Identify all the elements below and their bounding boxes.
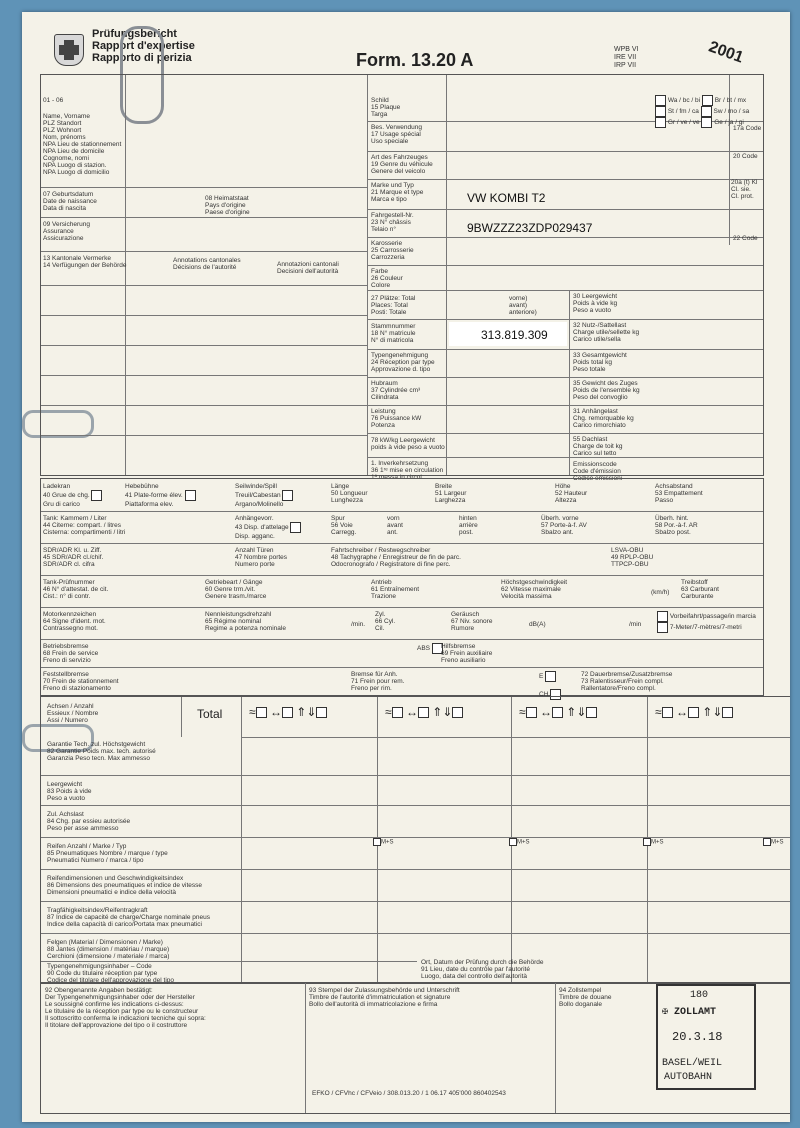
middle-section: Ladekran 40 Grue de chg. Gru di carico Hebebühne 41 Plate-forme élev. Piattaforma elev. Seilwinde/Spill Treuil/Cabestan Argano/Molinello Länge 50 Longueur Lunghezza Breite 51 Largeur Larghezza Höhe 52 Hauteur Altezza Achsabstand 53 Empattement Passo Tank: Kammern / Liter 44 Citerne: compart. / litres Cisterna: compartimenti / litri Anhängevorr. 43 Disp. d'attelage Disp. agganc. Spur 56 Voie Carregg. vorn avant ant. hinten arrière post. Überh. vorne 57 Porte-à-f. AV Sbalzo ant. Überh. hint. 58 Por.-à-f. AR Sbalzo post. SDR/ADR Kl. u. Ziff. 45 SDR/ADR cl./chif. SDR/ADR cl. cifra Anzahl Türen 47 Nombre portes Numero porte Fahrtschreiber / Restwegschreiber 48 Tachygraphe / Enregistreur de fin de parc. Odocronografo / Registratore di fine perc. LSVA-OBU 49 RPLP-OBU TTPCP-OBU Tank-Prüfnummer 46 N° d'attestat. de cit. Cist.: n° di contr. Getriebeart / Gänge 60 Genre trm./vit. Genere trasm./marce Antrieb 61 Entraînement Trazione Höchstgeschwindigkeit 62 Vitesse maximale Velocità massima (km/h) Treibstoff 63 Carburant Carburante Motorkennzeichen 64 Signe d'ident. mot. Contrassegno mot. Nennleistungsdrehzahl 65 Régime nominal Regime a potenza nominale /min. Zyl. 66 Cyl. Cil. Geräusch 67 Niv. sonore Rumore dB(A) /min Vorbeifahrt/passage/in marcia 7-Meter/7-mètres/7-metri Betriebsbremse 68 Frein de service Freno di servizio ABS Hilfsbremse 69 Frein auxiliaire Freno ausiliario Feststellbremse 70 Frein de stationnement Freno di stazionamento Bremse für Anh. 71 Frein pour rem. Freno per rim. E CH 72 Dauerbremse/Zusatzbremse 73 Ralentisseur/Frein compl. Rallentatore/Freno compl. [40,478,764,696]
field-24: Typengenehmigung 24 Réception par type Approvazione d. tipo [371,352,435,373]
field-45: SDR/ADR Kl. u. Ziff. 45 SDR/ADR cl./chif. SDR/ADR cl. cifra [43,547,104,568]
matricule-value: 313.819.309 [481,328,548,342]
field-13-14: 13 Kantonale Vermerke 14 Verfügungen der Behörde [43,255,127,269]
field-40: Ladekran 40 Grue de chg. Gru di carico [43,483,102,508]
code-20a: 20a (t) Kl Cl. sie. Cl. prot. [731,179,758,200]
annot-fr: Annotations cantonales Décisions de l'autorité [173,257,241,271]
field-31: 31 Anhängelast Chg. remorquable kg Carico rimorchiato [573,408,634,429]
form-number: Form. 13.20 A [356,50,474,70]
annot-it: Annotazioni cantonali Decisioni dell'autorità [277,261,339,275]
row-87: Tragfähigkeitsindex/Reifentragkraft 87 Indice de capacité de charge/Charge nominale pneus Indice della capacità di carico/Portata max pneumatici [47,907,210,928]
code-22: 22 Code [733,235,758,242]
ms-2: M+S [509,838,530,847]
ms-1: M+S [373,838,394,847]
field-34: Emissionscode Code d'émission Codice emissioni [573,461,623,482]
field-15: Schild 15 Plaque Targa [371,97,401,118]
field-55: 55 Dachlast Charge de toit kg Carico sul tetto [573,436,623,457]
row-86: Reifendimensionen und Geschwindigkeitsindex 86 Dimensions des pneumatiques et indice de vitesse Dimensioni pneumatici e indice della velocità [47,875,203,896]
owner-labels: Name, Vorname PLZ Standort PLZ Wohnort Nom, prénoms NPA Lieu de stationnement NPA Lieu de domicile Cognome, nomi NPA Luogo di stazion. NPA Luogo di domicilio [43,113,122,176]
field-46: Tank-Prüfnummer 46 N° d'attestat. de cit. Cist.: n° di contr. [43,579,109,600]
swiss-shield-icon [54,34,84,66]
field-60: Getriebeart / Gänge 60 Genre trm./vit. Genere trasm./marce [205,579,267,600]
field-44: Tank: Kammern / Liter 44 Citerne: compart. / litres Cisterna: compartimenti / litri [43,515,126,536]
field-17: Bes. Verwendung 17 Usage spécial Uso speciale [371,124,422,145]
row-88: Felgen (Material / Dimensionen / Marke) 88 Jantes (dimension / matériau / marque) Cerchioni (dimensione / materiale / marca) [47,939,170,960]
field-57: Überh. vorne 57 Porte-à-f. AV Sbalzo ant. [541,515,587,536]
axle-2-symbols: ≈ ↔ ⇑⇓ [385,705,463,719]
customs-stamp: 180 ✠ ZOLLAMT 20.3.18 BASEL/WEIL AUTOBAHN [656,984,756,1090]
title-it: Rapporto di perizia [92,52,192,64]
field-43: Anhängevorr. 43 Disp. d'attelage Disp. agganc. [235,515,301,540]
field-94: 94 Zollstempel Timbre de douane Bollo doganale [559,987,612,1008]
field-76: Leistung 76 Puissance kW Potenza [371,408,422,429]
field-51: Breite 51 Largeur Larghezza [435,483,467,504]
field-47: Anzahl Türen 47 Nombre portes Numero porte [235,547,288,568]
field-25: Karosserie 25 Carrosserie Carrozzeria [371,240,414,261]
field-36: 1. Inverkehrsetzung 36 1ʳᵉ mise en circulation 1ª messa in circol. [371,460,444,481]
field-48: Fahrtschreiber / Restwegschreiber 48 Tachygraphe / Enregistreur de fin de parc. Odocronografo / Registratore di fine perc. [331,547,461,568]
make-type-value: VW KOMBI T2 [467,191,546,205]
code-20: 20 Code [733,153,758,160]
code-17a: 17a Code [733,125,762,132]
color-ticks: Wa / bc / bi Br / bt / mx St / fm / ca Sw / mo / sa Gr / ve / ve Ge / ja / gi [655,95,749,128]
row-90: Typengenehmigungsinhaber – Code 90 Code du titulaire réception par type Codice del titolare dell'approvazione del tipo [47,963,174,984]
field-61: Antrieb 61 Entraînement Trazione [371,579,420,600]
row-85: Reifen Anzahl / Marke / Typ 85 Pneumatiques Nombre / marque / type Pneumatici Numero / marca / tipo [47,843,168,864]
axle-3-symbols: ≈ ↔ ⇑⇓ [519,705,597,719]
field-26: Farbe 26 Couleur Colore [371,268,403,289]
field-19: Art des Fahrzeuges 19 Genre du véhicule Genere del veicolo [371,154,433,175]
form-codes: WPB VI IRE VII IRP VII [614,46,639,69]
noise-options: Vorbeifahrt/passage/in marcia 7-Meter/7-mètres/7-metri [657,611,756,633]
field-09: 09 Versicherung Assurance Assicurazione [43,221,90,242]
field-58: Überh. hint. 58 Por.-à-f. AR Sbalzo post. [655,515,698,536]
axle-1-symbols: ≈ ↔ ⇑⇓ [249,705,327,719]
field-41: Hebebühne 41 Plate-forme élev. Piattaforma elev. [125,483,196,508]
field-92: 92 Obengenannte Angaben bestätigt: Der Typengenehmigungsinhaber oder der Hersteller Le soussigné confirme les indications ci-dessus: Le titulaire de la réception par type ou le constructeur Il sottoscritto conferma le indicazioni tecniche qui sopra: Il titolare dell'approvazione del tipo o il costruttore [45,987,206,1029]
field-08: 08 Heimatstaat Pays d'origine Paese d'origine [205,195,250,216]
ms-3: M+S [643,838,664,847]
field-35: 35 Gewicht des Zuges Poids de l'ensemble kg Peso del convoglio [573,380,640,401]
field-53: Achsabstand 53 Empattement Passo [655,483,703,504]
field-66: Zyl. 66 Cyl. Cil. [375,611,396,632]
field-50: Länge 50 Longueur Lunghezza [331,483,368,504]
field-21: Marke und Typ 21 Marque et type Marca e tipo [371,182,424,203]
title-fr: Rapport d'expertise [92,40,195,52]
axle-4-symbols: ≈ ↔ ⇑⇓ [655,705,733,719]
field-49: LSVA-OBU 49 RPLP-OBU TTPCP-OBU [611,547,654,568]
field-64: Motorkennzeichen 64 Signe d'ident. mot. Contrassegno mot. [43,611,106,632]
field-71: Bremse für Anh. 71 Frein pour rem. Freno per rim. [351,671,405,692]
chassis-value: 9BWZZZ23ZDP029437 [467,221,593,235]
field-07: 07 Geburtsdatum Date de naissance Data di nascita [43,191,97,212]
axle-header: Achsen / Anzahl Essieux / Nombre Assi / Numero [47,703,99,724]
field-63: Treibstoff 63 Carburant Carburante [681,579,719,600]
field-23: Fahrgestell-Nr. 23 N° châssis Telaio n° [371,212,414,233]
field-52: Höhe 52 Hauteur Altezza [555,483,588,504]
top-section: 01 - 06 Name, Vorname PLZ Standort PLZ Wohnort Nom, prénoms NPA Lieu de stationnement NPA Lieu de domicile Cognome, nomi NPA Luogo di stazion. NPA Luogo di domicilio 07 Geburtsdatum Date de naissance Data di nascita 08 Heimatstaat Pays d'origine Paese d'origine 09 Versicherung Assurance Assicurazione 13 Kantonale Vermerke 14 Verfügungen der Behörde Annotations cantonales Décisions de l'autorité Annotazioni cantonali Decisioni dell'autorità Schild 15 Plaque Targa Bes. Verwendung 17 Usage spécial Uso speciale Art des Fahrzeuges 19 Genre du véhicule Genere del veicolo Marke und Typ 21 Marque et type Marca e tipo VW KOMBI T2 Fahrgestell-Nr. 23 N° châssis Telaio n° 9BWZZZ23ZDP029437 Karosserie 25 Carrosserie Carrozzeria Farbe 26 Couleur Colore Wa / bc / bi Br / bt / mx St / fm / ca Sw / mo / sa Gr / ve / ve Ge / ja / gi 17a Code 20 Code 20a (t) Kl Cl. sie. Cl. prot. 22 Code 27 Plätze: Total Places: Total Posti: Totale vorne) avant) anteriore) Stammnummer 18 N° matricule N° di matricola 313.819.309 Typengenehmigung 24 Réception par type Approvazione d. tipo Hubraum 37 Cylindrée cm³ Cilindrata Leistung 76 Puissance kW Potenza 78 kW/kg Leergewicht poids à vide peso a vuoto 1. Inverkehrsetzung 36 1ʳᵉ mise en circulation 1ª messa in circol. 30 Leergewicht Poids à vide kg Peso a vuoto 32 Nutz-/Sattellast Charge utile/sellette kg Carico utile/sella 33 Gesamtgewicht Poids total kg Peso totale 35 Gewicht des Zuges Poids de l'ensemble kg Peso del convoglio 31 Anhängelast Chg. remorquable kg Carico rimorchiato 55 Dachlast Charge de toit kg Carico sul tetto Emissionscode Code d'émission Codice emissioni [40,74,764,476]
field-33: 33 Gesamtgewicht Poids total kg Peso totale [573,352,627,373]
title-de: Prüfungsbericht [92,28,177,40]
field-32: 32 Nutz-/Sattellast Charge utile/sellette kg Carico utile/sella [573,322,640,343]
field-69: Hilfsbremse 69 Frein auxiliaire Freno ausiliario [441,643,493,664]
row-84: Zul. Achslast 84 Chg. par essieu autorisée Peso per asse ammesso [47,811,131,832]
axle-table [40,696,790,984]
field-30: 30 Leergewicht Poids à vide kg Peso a vuoto [573,293,618,314]
ms-4: M+S [763,838,784,847]
field-01-06: 01 - 06 [43,97,64,104]
year-stamp: 2001 [706,38,746,67]
row-82: Garantie Tech. zul. Höchstgewicht 82 Garantie Poids max. tech. autorisé Garanzia Peso tecn. Max ammesso [47,741,156,762]
form-sheet [22,12,790,1122]
field-37: Hubraum 37 Cylindrée cm³ Cilindrata [371,380,421,401]
field-winch: Seilwinde/Spill Treuil/Cabestan Argano/Molinello [235,483,293,508]
field-78: 78 kW/kg Leergewicht poids à vide peso a vuoto [371,437,445,451]
field-62: Höchstgeschwindigkeit 62 Vitesse maximale Velocità massima [501,579,568,600]
field-27: 27 Plätze: Total Places: Total Posti: Totale [371,295,416,316]
row-83: Leergewicht 83 Poids à vide Peso a vuoto [47,781,92,802]
field-65: Nennleistungsdrehzahl 65 Régime nominal Regime a potenza nominale [205,611,286,632]
form-footer: EFKO / CFVhc / CFVeio / 308.013.20 / 1 06.17 405'000 860402543 [312,1090,506,1097]
field-72-73: 72 Dauerbremse/Zusatzbremse 73 Ralentisseur/Frein compl. Rallentatore/Freno compl. [581,671,673,692]
field-67: Geräusch 67 Niv. sonore Rumore [451,611,493,632]
field-18: Stammnummer 18 N° matricule N° di matricola [371,323,416,344]
field-91: Ort, Datum der Prüfung durch die Behörde 91 Lieu, date du contrôle par l'autorité Luogo, data del controllo dell'autorità [421,959,544,980]
field-93: 93 Stempel der Zulassungsbehörde und Unterschrift Timbre de l'autorité d'immatriculation et signature Bollo dell'autorità di immatricolazione e firma [309,987,460,1008]
field-68: Betriebsbremse 68 Frein de service Freno di servizio [43,643,99,664]
abs-field: ABS [417,643,443,654]
field-70: Feststellbremse 70 Frein de stationnement Freno di stazionamento [43,671,119,692]
total-label: Total [197,707,223,721]
field-56: Spur 56 Voie Carregg. [331,515,357,536]
